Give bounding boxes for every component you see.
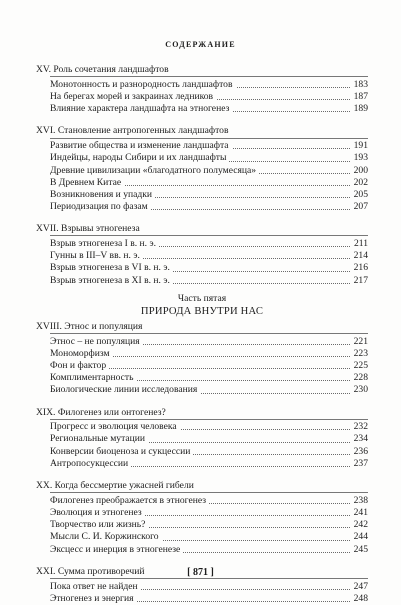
toc-entry [50, 360, 368, 372]
chapter-rule [50, 419, 368, 420]
chapter-gap [36, 470, 368, 480]
entry-title: Эволюция и этногенез [50, 507, 145, 518]
entry-title: Древние цивилизации «благодатного полумесяца» [50, 165, 259, 176]
entry-page: 241 [351, 507, 368, 519]
part-title: ПРИРОДА ВНУТРИ НАС [140, 305, 264, 317]
toc-entry [50, 348, 368, 360]
toc-entry [50, 446, 368, 458]
entry-title: Индейцы, народы Сибири и их ландшафты [50, 152, 229, 163]
toc-entry [50, 140, 368, 152]
entry-title: Влияние характера ландшафта на этногенез [50, 103, 232, 114]
entry-page: 189 [351, 103, 368, 115]
chapter-title: XVIII. Этнос и популяция [36, 320, 143, 332]
entry-title: В Древнем Китае [50, 177, 124, 188]
chapter-rule [50, 235, 368, 236]
toc-entry [50, 201, 368, 213]
entry-title: Творчество или жизнь? [50, 519, 148, 530]
table-of-contents [36, 64, 368, 605]
toc-entry [50, 519, 368, 531]
entry-page: 211 [351, 238, 368, 250]
toc-entry [50, 238, 368, 250]
entry-page: 223 [351, 348, 368, 360]
entry-title: Региональные мутации [50, 433, 148, 444]
toc-entry [50, 189, 368, 201]
entry-title: Мономорфизм [50, 348, 113, 359]
toc-entry [50, 152, 368, 164]
page-number: [ 871 ] [187, 567, 214, 578]
entry-page: 234 [351, 433, 368, 445]
chapter-rule [50, 333, 368, 334]
entry-title: Комплиментарность [50, 372, 137, 383]
entry-page: 232 [351, 421, 368, 433]
entry-page: 193 [351, 152, 368, 164]
toc-entry [50, 336, 368, 348]
chapter-title: XX. Когда бессмертие ужасней гибели [36, 480, 194, 492]
toc-entry [50, 103, 368, 115]
chapter-rule [50, 578, 368, 579]
toc-entry [50, 593, 368, 605]
entry-page: 236 [351, 446, 368, 458]
toc-entry [50, 372, 368, 384]
entry-title: Взрыв этногенеза в VI в. н. э. [50, 262, 173, 273]
chapter-gap [36, 213, 368, 223]
entry-page: 247 [351, 581, 368, 593]
page-number-value: 871 [193, 567, 208, 578]
chapter-gap [36, 115, 368, 125]
toc-entry [50, 275, 368, 287]
chapter-title: XVI. Становление антропогенных ландшафтов [36, 125, 229, 137]
entry-title: Периодизация по фазам [50, 201, 151, 212]
chapter-gap [36, 556, 368, 566]
entry-title: Мысли С. И. Коржинского [50, 531, 162, 542]
chapter-title: XVII. Взрывы этногенеза [36, 223, 140, 235]
toc-entry [50, 544, 368, 556]
entry-page: 225 [351, 360, 368, 372]
entry-page: 244 [351, 531, 368, 543]
entry-page: 183 [351, 79, 368, 91]
entry-page: 216 [351, 262, 368, 274]
chapter-title: XIX. Филогенез или онтогенез? [36, 406, 166, 418]
entry-title: Возникновения и упадки [50, 189, 155, 200]
entry-page: 207 [351, 201, 368, 213]
chapter-title: XV. Роль сочетания ландшафтов [36, 64, 169, 75]
entry-title: Этногенез и энергия [50, 593, 137, 604]
toc-entry [50, 495, 368, 507]
toc-entry [50, 581, 368, 593]
chapter-rule [50, 492, 368, 493]
chapter-gap [36, 397, 368, 407]
toc-entry [50, 458, 368, 470]
entry-title: Филогенез преображается в этногенез [50, 495, 209, 506]
toc-entry [50, 262, 368, 274]
toc-entry [50, 177, 368, 189]
entry-title: Гунны в III–V вв. н. э. [50, 250, 143, 261]
entry-title: Биологические линии исследования [50, 384, 200, 395]
chapter-rule [50, 76, 368, 77]
entry-page: 202 [351, 177, 368, 189]
entry-page: 187 [351, 91, 368, 103]
toc-entry [50, 91, 368, 103]
toc-entry [50, 79, 368, 91]
entry-title: Эксцесс и инерция в этногенезе [50, 544, 183, 555]
entry-title: Развитие общества и изменение ландшафта [50, 140, 232, 151]
toc-entry [50, 384, 368, 396]
entry-page: 214 [351, 250, 368, 262]
entry-page: 217 [351, 275, 368, 287]
toc-entry [50, 507, 368, 519]
toc-entry [50, 165, 368, 177]
toc-group-after-part [36, 321, 368, 605]
toc-entry [50, 433, 368, 445]
entry-title: На берегах морей и закраинах ледников [50, 91, 216, 102]
toc-entry [50, 421, 368, 433]
entry-page: 237 [351, 458, 368, 470]
entry-page: 242 [351, 519, 368, 531]
entry-page: 221 [351, 336, 368, 348]
entry-page: 248 [351, 593, 368, 605]
entry-title: Конверсии биоценоза и сукцессии [50, 446, 193, 457]
entry-title: Прогресс и эволюция человека [50, 421, 180, 432]
entry-title: Взрыв этногенеза I в. н. э. [50, 238, 159, 249]
entry-page: 205 [351, 189, 368, 201]
entry-title: Пока ответ не найден [50, 581, 141, 592]
toc-entry [50, 250, 368, 262]
chapter-title: XXI. Сумма противоречий [36, 565, 145, 577]
chapter-rule [50, 138, 368, 139]
entry-page: 238 [351, 495, 368, 507]
entry-page: 228 [351, 372, 368, 384]
entry-title: Этнос – не популяция [50, 336, 143, 347]
running-header: СОДЕРЖАНИЕ [165, 40, 236, 49]
entry-page: 200 [351, 165, 368, 177]
toc-entry [50, 531, 368, 543]
entry-title: Фон и фактор [50, 360, 109, 371]
entry-title: Взрыв этногенеза в XI в. н. э. [50, 275, 173, 286]
entry-title: Монотонность и разнородность ландшафтов [50, 79, 236, 90]
entry-page: 191 [351, 140, 368, 152]
entry-title: Антропосукцессии [50, 458, 131, 469]
entry-page: 230 [351, 384, 368, 396]
part-label: Часть пятая [177, 292, 227, 304]
toc-group-before-part [36, 64, 368, 287]
entry-page: 245 [351, 544, 368, 556]
